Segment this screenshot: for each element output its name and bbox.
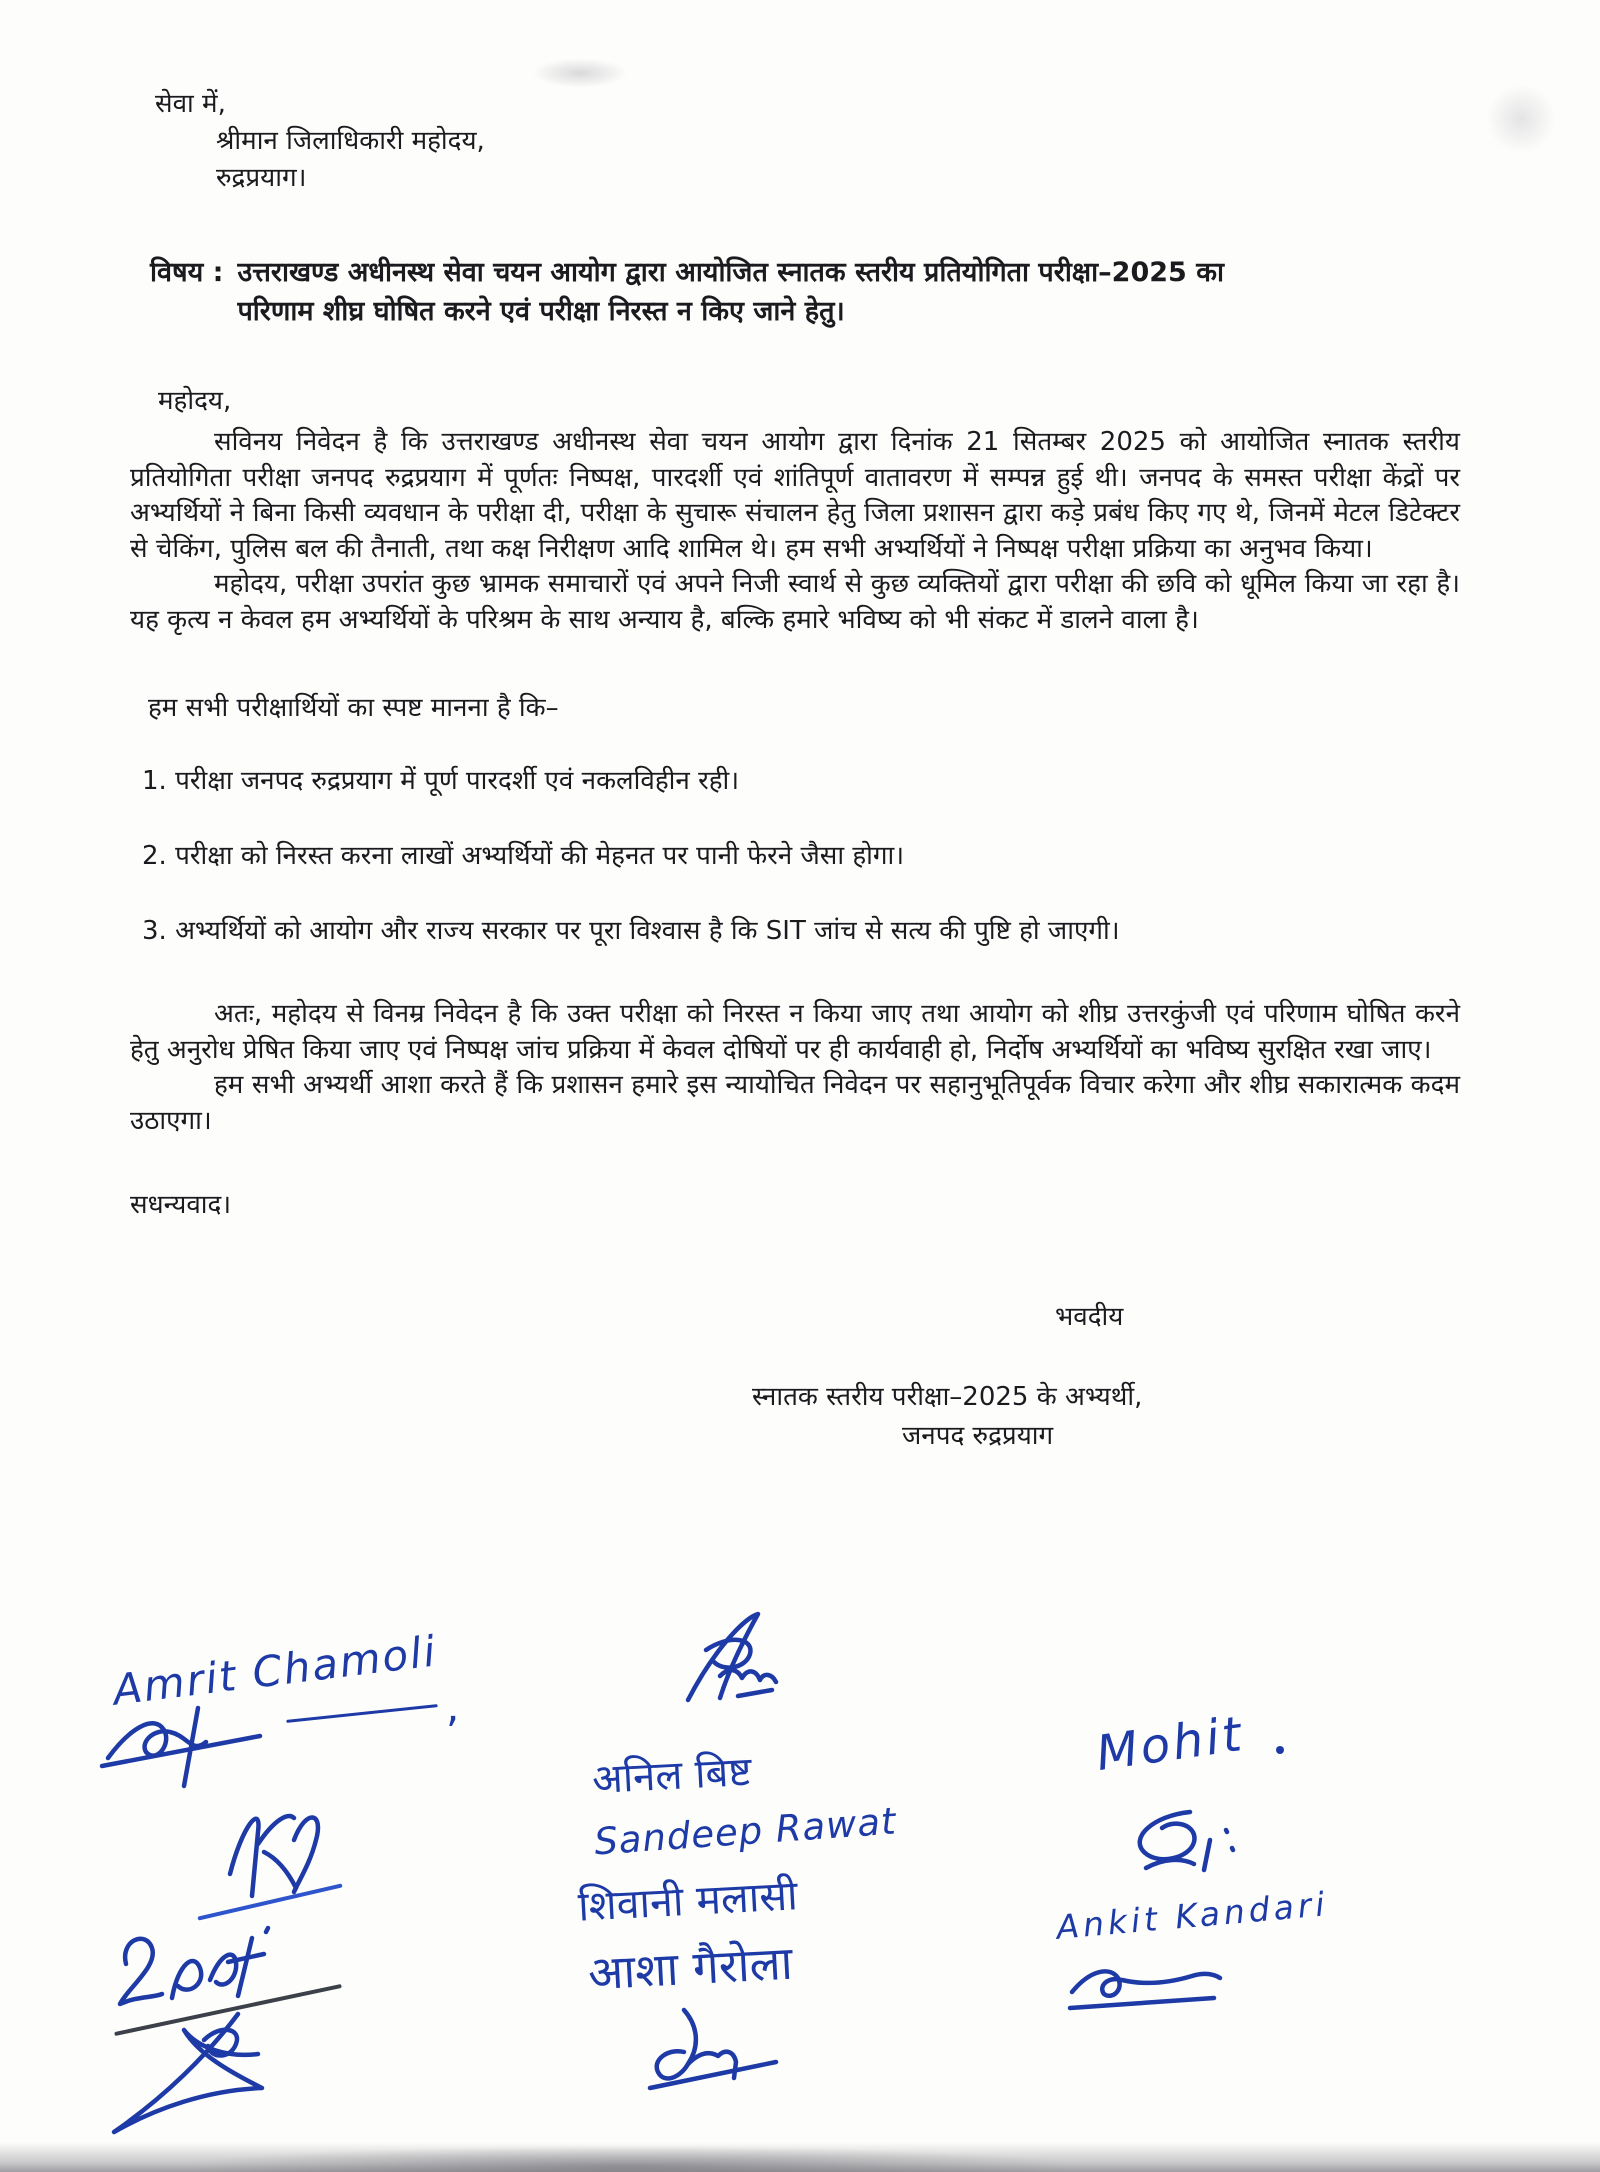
subject-block [130,253,1460,331]
addressee-salutation: सेवा में, [155,89,226,119]
signatory-line-1: स्नातक स्तरीय परीक्षा–2025 के अभ्यर्थी, [752,1382,1143,1412]
signatures-area [0,1600,1600,2172]
signatory-line-2: जनपद रुद्रप्रयाग [902,1421,1054,1451]
signature-amrit-chamoli: Amrit Chamoli [110,1626,440,1715]
signature-scribble [86,1996,301,2141]
thanks-line: सधन्यवाद। [130,1190,232,1220]
signature-comma: , [446,1682,460,1731]
addressee-recipient: श्रीमान जिलाधिकारी महोदय, [216,126,485,156]
subject-text: उत्तराखण्ड अधीनस्थ सेवा चयन आयोग द्वारा आयोजित स्नातक स्तरीय प्रतियोगिता परीक्षा–2025 का परिणाम शीघ्र घोषित करने एवं परीक्षा निरस्त न किए जाने हेतु। [237,257,1224,327]
paragraph-misleading-news: महोदय, परीक्षा उपरांत कुछ भ्रामक समाचारों एवं अपने निजी स्वार्थ से कुछ व्यक्तियों द्वारा परीक्षा की छवि को धूमिल किया जा रहा है। यह कृत्य न केवल हम अभ्यर्थियों के परिश्रम के साथ अन्याय है, बल्कि हमारे भविष्य को भी संकट में डालने वाला है। [130,569,1460,635]
salutation: महोदय, [158,386,232,416]
signature-scribble [1060,1948,1250,2020]
letter-body [130,0,1460,1452]
closing-word: भवदीय [1055,1302,1124,1332]
signature-scribble [650,1608,805,1712]
paragraph-exam-conduct: सविनय निवेदन है कि उत्तराखण्ड अधीनस्थ सेवा चयन आयोग द्वारा दिनांक 21 सितम्बर 2025 को आयोजित स्नातक स्तरीय प्रतियोगिता परीक्षा जनपद रुद्रप्रयाग में पूर्णतः निष्पक्ष, पारदर्शी एवं शांतिपूर्ण वातावरण में सम्पन्न हुई थी। जनपद के समस्त परीक्षा केंद्रों पर अभ्यर्थियों ने बिना किसी व्यवधान के परीक्षा दी, परीक्षा के सुचारू संचालन हेतु जिला प्रशासन द्वारा कड़े प्रबंध किए गए थे, जिनमें मेटल डिटेक्टर से चेकिंग, पुलिस बल की तैनाती, तथा कक्ष निरीक्षण आदि शामिल थे। हम सभी अभ्यर्थियों ने निष्पक्ष परीक्षा प्रक्रिया का अनुभव किया। [130,427,1460,564]
signature-scribble [612,1998,802,2098]
paragraph-hope: हम सभी अभ्यर्थी आशा करते हैं कि प्रशासन हमारे इस न्यायोचित निवेदन पर सहानुभूतिपूर्वक विचार करेगा और शीघ्र सकारात्मक कदम उठाएगा। [130,1070,1460,1136]
signature-shivani-malasi: शिवानी मलासी [576,1871,799,1931]
belief-intro: हम सभी परीक्षार्थियों का स्पष्ट मानना है कि– [148,693,559,723]
signature-dot [1276,1746,1284,1754]
point-2: 2. परीक्षा को निरस्त करना लाखों अभ्यर्थियों की मेहनत पर पानी फेरने जैसा होगा। [142,841,905,871]
addressee-block [130,86,1460,197]
signature-asha-gairola: आशा गैरोला [586,1935,794,2001]
signature-sandeep-rawat: Sandeep Rawat [592,1799,898,1864]
addressee-place: रुद्रप्रयाग। [216,163,307,193]
scan-corner-mark [1486,84,1556,154]
signature-mohit: Mohit [1092,1705,1248,1783]
point-1: 1. परीक्षा जनपद रुद्रप्रयाग में पूर्ण पारदर्शी एवं नकलविहीन रही। [142,766,740,796]
signature-ankit-kandari: Ankit Kandari [1054,1884,1330,1947]
subject-label: विषय : [150,257,224,288]
point-3: 3. अभ्यर्थियों को आयोग और राज्य सरकार पर पूरा विश्वास है कि SIT जांच से सत्य की पुष्टि हो जाएगी। [142,916,1120,946]
signature-scribble [98,1700,278,1792]
signature-scribble [1092,1802,1257,1894]
signature-anil-bisht: अनिल बिष्ट [591,1748,753,1804]
scan-bottom-edge [0,2142,1600,2172]
signature-underline [286,1704,437,1723]
paragraph-request: अतः, महोदय से विनम्र निवेदन है कि उक्त परीक्षा को निरस्त न किया जाए तथा आयोग को शीघ्र उत्तरकुंजी एवं परिणाम घोषित करने हेतु अनुरोध प्रेषित किया जाए एवं निष्पक्ष जांच प्रक्रिया में केवल दोषियों पर ही कार्यवाही हो, निर्दोष अभ्यर्थियों का भविष्य सुरक्षित रखा जाए। [130,999,1460,1065]
